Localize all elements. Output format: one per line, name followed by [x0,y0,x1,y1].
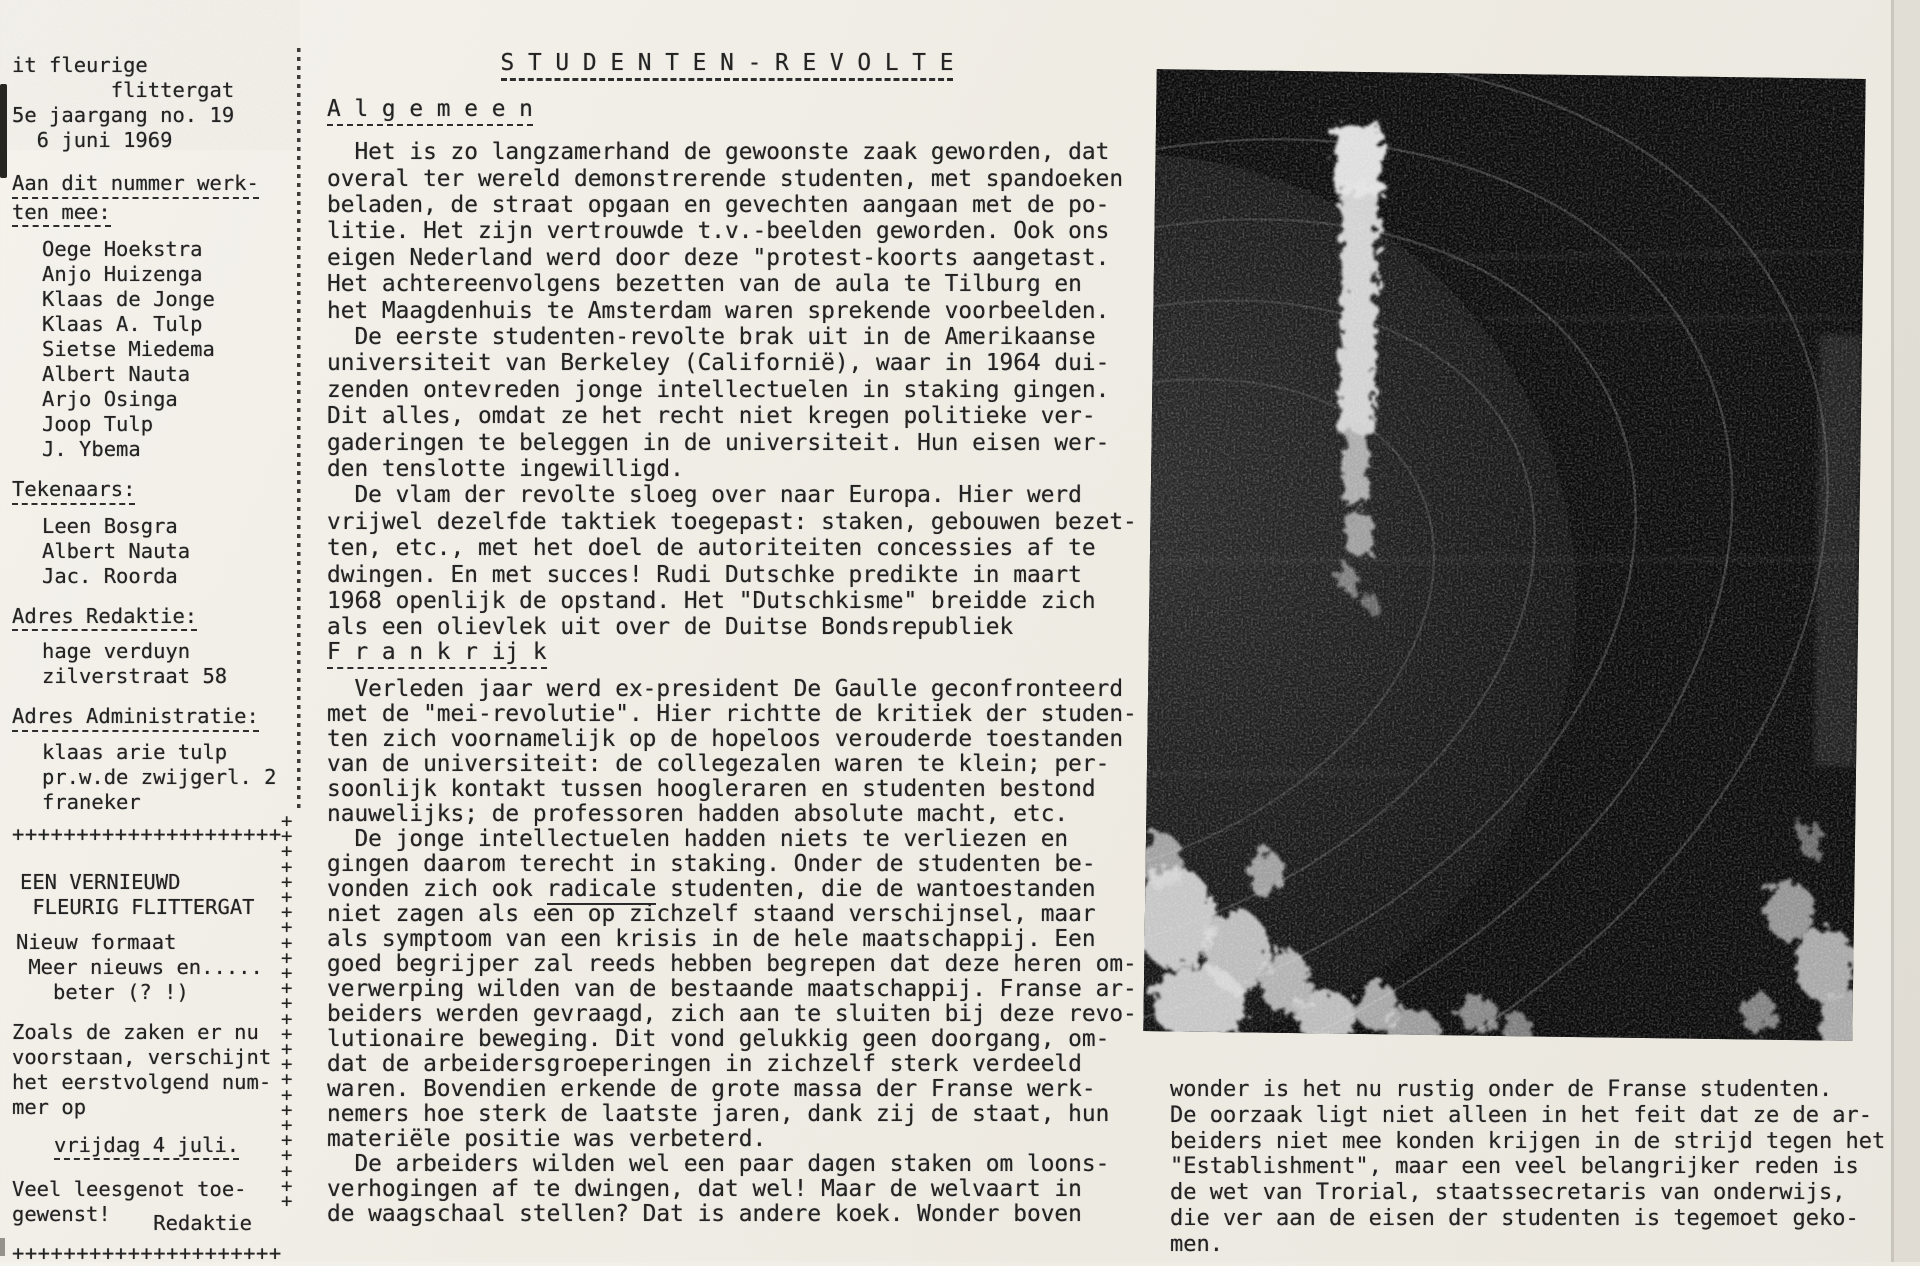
text-line: Albert Nauta [42,362,191,387]
text-line: Nieuw formaat [16,929,177,954]
text-line: pr.w.de zwijgerl. 2 [42,764,277,789]
text-line: mer op [12,1094,87,1119]
plus-separator-top: +++++++++++++++++++++ [12,821,282,846]
text-line: lutionaire beweging. Dit vond gelukkig geen doorgang, om- [327,1025,1110,1052]
announcement-line2: FLEURIG FLITTERGAT [20,894,255,919]
text-line: het eerstvolgend num- [12,1069,272,1094]
text-line: universiteit van Berkeley (Californië), waar in 1964 dui- [327,350,1110,377]
masthead [12,53,268,153]
section-frankrijk-text [327,675,1137,1227]
text-line: klaas arie tulp [42,739,228,764]
scan-edge-mark-bottom [0,1238,5,1256]
text-line: met de "mei-revolutie". Hier richtte de kritiek der studen- [327,700,1137,727]
underlined-word: radicale [547,876,657,905]
text-line: hage verduyn [42,639,191,664]
article-column [327,50,1137,1227]
masthead-title-line2: flittergat [12,78,235,102]
text-line: Sietse Miedema [42,337,215,362]
text-line: beiders werden gevraagd, zich aan te sluiten bij deze revo- [327,1000,1137,1027]
scan-edge-mark [0,84,7,178]
text-line: De arbeiders wilden wel een paar dagen staken om loons- [327,1150,1110,1177]
text-line: De eerste studenten-revolte brak uit in de Amerikaanse [327,323,1096,350]
tekenaars-heading: Tekenaars: [12,477,268,505]
text-line: vrijwel dezelfde taktiek toegepast: staken, gebouwen bezet- [327,508,1137,535]
contributors-heading [12,170,268,227]
contributors-list [12,237,268,462]
masthead-title-line1: it fleurige [12,53,148,77]
section-heading-frankrijk: F r a n k r ij k [327,639,1127,669]
text-line: die ver aan de eisen der studenten is tegemoet geko- [1170,1205,1859,1231]
text-line: De oorzaak ligt niet alleen in het feit dat ze de ar- [1170,1102,1872,1128]
contributors-heading-line1: Aan dit nummer werk- [12,172,259,199]
text-line: franeker [42,789,141,814]
announcement-line1: EEN VERNIEUWD [20,869,181,894]
text-line: de wet van Trorial, staatssecretaris van onderwijs, [1170,1180,1846,1206]
text-line: verwerping wilden van de bestaande maatschappij. Franse ar- [327,975,1137,1002]
text-line: Meer nieuws en..... [16,954,263,979]
section-heading-algemeen: A l g e m e e n [327,96,1127,126]
tekenaars-list [12,514,268,589]
text-line: beiders niet mee konden krijgen in de strijd tegen het [1170,1128,1886,1154]
text-line: het Maagdenhuis te Amsterdam waren sprekende voorbeelden. [327,297,1110,324]
text-line: Oege Hoekstra [42,237,203,262]
text-line: materiële positie was verbeterd. [327,1125,767,1152]
signature: Redaktie [153,1211,252,1236]
text-line: De jonge intellectuelen hadden niets te verliezen en [327,825,1069,852]
text-line: Zoals de zaken er nu [12,1019,259,1044]
dotted-column-divider [297,48,301,808]
scan-edge-shading [1894,0,1920,1262]
text-line: van de universiteit: de collegezalen waren te klein; per- [327,750,1110,777]
text-line: zilverstraat 58 [42,664,228,689]
text-line: nauwelijks; de professoren hadden absolute macht, etc. [327,800,1069,827]
next-issue-date: vrijdag 4 juli. [12,1133,268,1161]
adres-administratie-lines [12,739,277,815]
article-continuation-text [1170,1077,1912,1258]
adres-redaktie-lines [12,639,268,689]
renewal-lines [12,930,268,1005]
text-line: Het achtereenvolgens bezetten van de aula te Tilburg en [327,271,1082,298]
photo-film-grain [1143,69,1865,1041]
contributors-heading-line2: ten mee: [12,201,111,228]
text-line: den tenslotte ingewilligd. [327,456,684,482]
text-line: Joop Tulp [42,412,154,437]
text-line: Arjo Osinga [42,387,178,412]
text-line: J. Ybema [42,437,141,462]
night-demonstration-photo [1143,69,1865,1041]
text-line: niet zagen als een op zichzelf staand verschijnsel, maar [327,900,1096,927]
text-line: De vlam der revolte sloeg over naar Europa. Hier werd [327,482,1082,509]
text-line: verhogingen af te dwingen, dat wel! Maar de welvaart in [327,1175,1082,1202]
text-line: litie. Het zijn vertrouwde t.v.-beelden geworden. Ook ons [327,218,1110,245]
text-line: Dit alles, omdat ze het recht niet kregen politieke ver- [327,403,1096,430]
text-line: Albert Nauta [42,538,191,563]
text-line: Klaas A. Tulp [42,312,203,337]
text-line: zenden ontevreden jonge intellectuelen in staking gingen. [327,376,1110,403]
text-line: dwingen. En met succes! Rudi Dutschke predikte in maart [327,561,1082,588]
closing-block [12,1177,268,1236]
text-line: de waagschaal stellen? Dat is andere koek. Wonder boven [327,1200,1082,1227]
text-line: wonder is het nu rustig onder de Franse studenten. [1170,1077,1833,1102]
text-line: eigen Nederland werd door deze "protest-koorts aangetast. [327,244,1110,271]
text-line: nemers hoe sterk de laatste jaren, dank zij de staat, hun [327,1100,1110,1127]
text-line: ten, etc., met het doel de autoriteiten concessies af te [327,535,1096,562]
announcement-block [12,870,268,920]
text-line: 1968 openlijk de opstand. Het "Dutschkisme" breidde zich [327,588,1096,615]
text-line: gaderingen te beleggen in de universiteit. Hun eisen wer- [327,429,1110,456]
sidebar-column [12,53,282,1266]
closing-line1: Veel leesgenot toe- [12,1177,247,1202]
adres-administratie-heading: Adres Administratie: [12,704,268,732]
text-line: dat de arbeidersgroeperingen in zichzelf sterk verdeeld [327,1050,1082,1077]
text-line: Klaas de Jonge [42,287,215,312]
text-line: ten zich voornamelijk op de hopeloos verouderde toestanden [327,725,1124,752]
plus-separator-bottom: +++++++++++++++++++++ [12,1241,282,1266]
text-line: Het is zo langzamerhand de gewoonste zaak geworden, dat [327,139,1110,166]
plus-column-divider: ++++++++++++++++++++++++++ [281,810,293,1213]
article-title: S T U D E N T E N - R E V O L T E [327,50,1127,81]
text-line: vonden zich ook radicale studenten, die de wantoestanden [327,877,1127,902]
text-line: als een olievlek uit over de Duitse Bondsrepubliek [327,614,1014,641]
text-line: beladen, de straat opgaan en gevechten aangaan met de po- [327,191,1110,218]
text-line: als symptoom van een krisis in de hele maatschappij. Een [327,925,1096,952]
article-photo [1143,69,1865,1041]
masthead-date: 6 juni 1969 [12,128,173,152]
text-line: beter (? !) [16,979,189,1004]
text-line: Verleden jaar werd ex-president De Gaulle geconfronteerd [327,675,1124,702]
text-line: Leen Bosgra [42,513,178,538]
text-line: overal ter wereld demonstrerende studenten, met spandoeken [327,165,1124,192]
text-line: Anjo Huizenga [42,262,203,287]
section-algemeen-text [327,139,1137,641]
masthead-volume: 5e jaargang no. 19 [12,103,235,127]
closing-line2: gewenst! [12,1202,111,1227]
text-line: voorstaan, verschijnt [12,1044,272,1069]
text-line: "Establishment", maar een veel belangrijker reden is [1170,1154,1859,1180]
adres-redaktie-heading: Adres Redaktie: [12,604,268,632]
text-line: Jac. Roorda [42,563,178,588]
text-line: men. [1170,1231,1223,1257]
text-line: gingen daarom terecht in staking. Onder de studenten be- [327,850,1096,877]
text-line: soonlijk kontakt tussen hoogleraren en studenten bestond [327,775,1096,802]
text-line: waren. Bovendien erkende de grote massa der Franse werk- [327,1075,1096,1102]
schedule-lines [12,1019,272,1120]
text-line: goed begrijper zal reeds hebben begrepen dat deze heren om- [327,950,1137,977]
